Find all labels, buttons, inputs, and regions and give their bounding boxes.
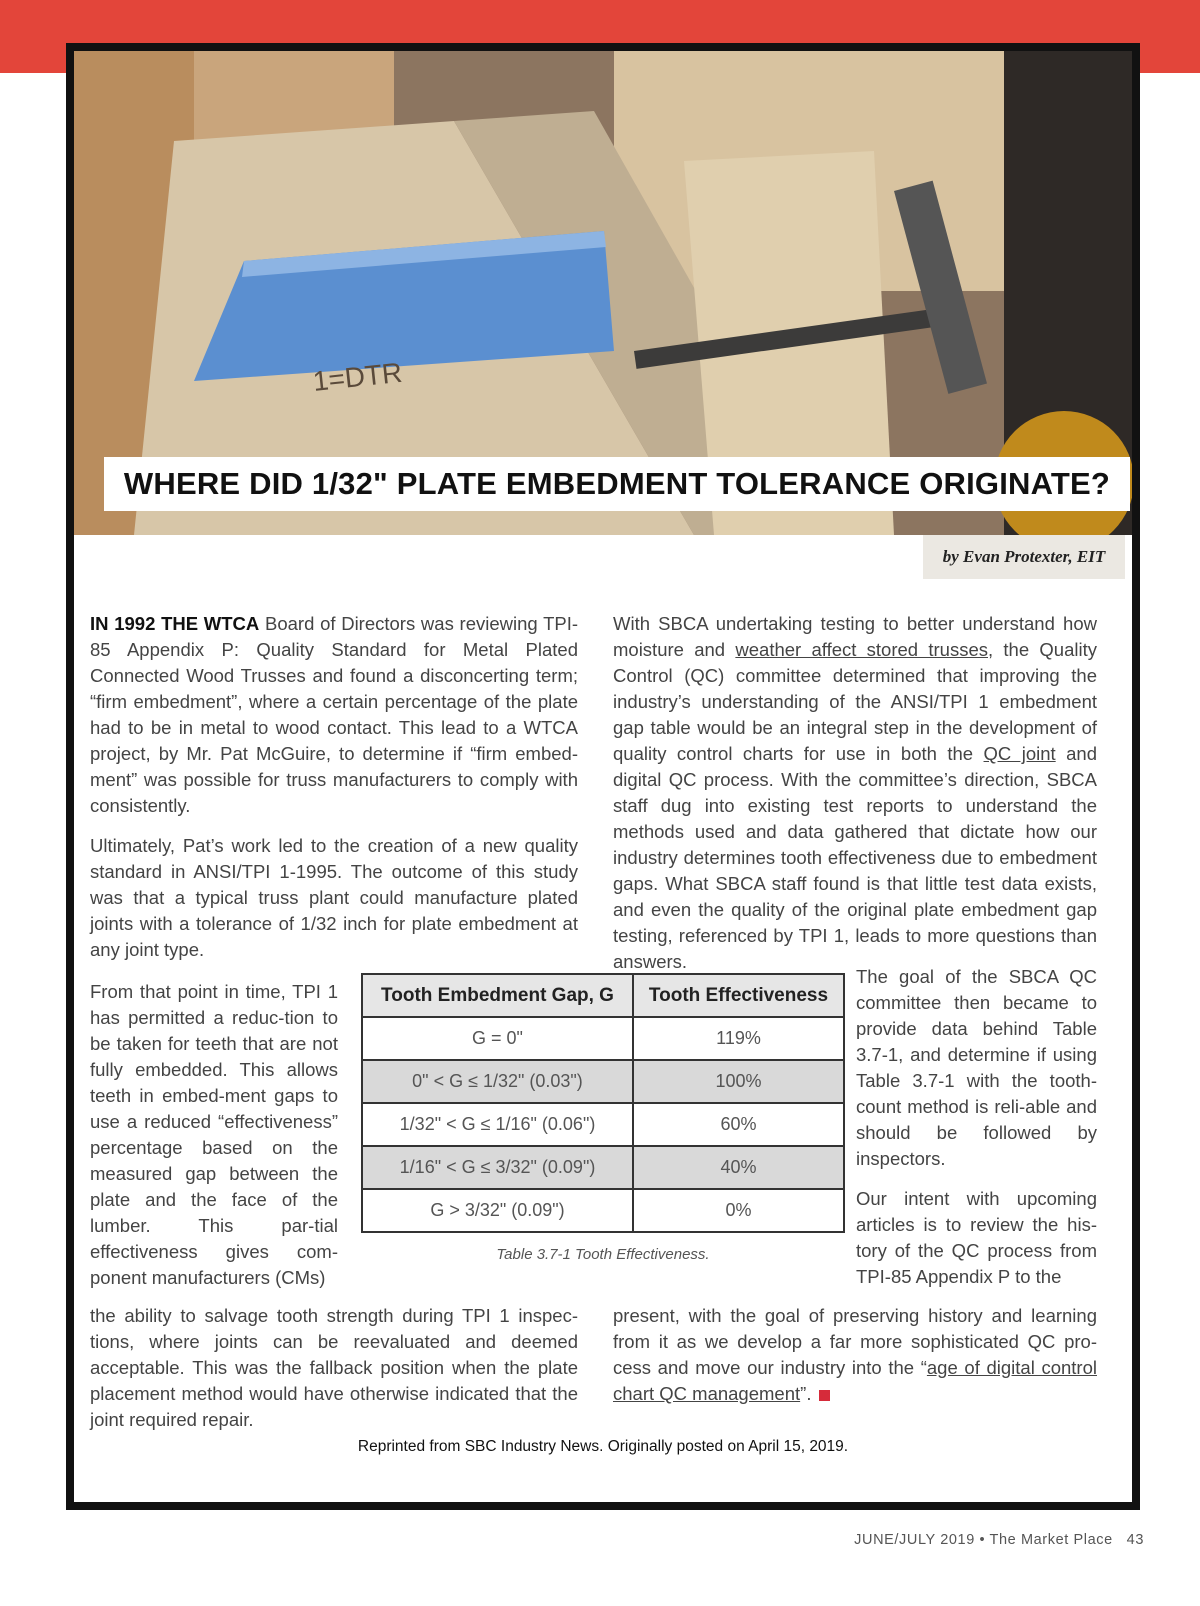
- right-paragraph-1: With SBCA undertaking testing to better understand how moisture and weather affect stored trusses, the Quality Control (QC) committee determined that improving the industry’s understanding of the ANSI/TPI 1 embedment gap table would be an integral step in the development of quality control charts for use in both the QC joint and digital QC process. With the committee’s direction, SBCA staff dug into existing test reports to understand the methods used and data gathered that dictate how our industry determines tooth effectiveness due to embedment gaps. What SBCA staff found is that little test data exists, and even the quality of the original plate embedment gap testing, referenced by TPI 1, leads to more questions than answers.: [613, 613, 1097, 972]
- reprint-note: Reprinted from SBC Industry News. Originally posted on April 15, 2019.: [357, 1438, 849, 1455]
- lead-in: IN 1992 THE WTCA: [90, 613, 260, 634]
- table-cell-gap: G = 0": [362, 1017, 633, 1060]
- table-header-row: [362, 974, 844, 1017]
- weather-trusses-link[interactable]: weather affect stored trusses: [735, 639, 988, 660]
- table-cell-gap: 0" < G ≤ 1/32" (0.03"): [362, 1060, 633, 1103]
- table-row: [362, 1189, 844, 1232]
- table-cell-effectiveness: 119%: [633, 1017, 844, 1060]
- headline: WHERE DID 1/32" PLATE EMBEDMENT TOLERANCE ORIGINATE?: [123, 466, 1111, 501]
- tooth-effectiveness-table: [361, 973, 845, 1233]
- publication-name: The Market Place: [989, 1532, 1113, 1548]
- page-number: 43: [1126, 1532, 1144, 1548]
- table-cell-effectiveness: 0%: [633, 1189, 844, 1232]
- digital-control-chart-link[interactable]: age of digital control chart QC management: [613, 1357, 1097, 1404]
- table-row: [362, 1017, 844, 1060]
- qc-joint-link[interactable]: QC joint: [983, 743, 1056, 764]
- left-paragraph-3-continued: the ability to salvage tooth strength during TPI 1 inspec-tions, where joints can be reevaluated and deemed acceptable. This was the fallback position when the plate placement method would have otherwise indicated that the joint required repair.: [90, 1305, 578, 1430]
- table-cell-effectiveness: 100%: [633, 1060, 844, 1103]
- table-row: [362, 1103, 844, 1146]
- article-frame: [66, 43, 1140, 1510]
- table-cell-effectiveness: 40%: [633, 1146, 844, 1189]
- table-cell-gap: G > 3/32" (0.09"): [362, 1189, 633, 1232]
- issue-date: JUNE/JULY 2019: [854, 1532, 975, 1548]
- right-paragraph-3-continued: present, with the goal of preserving history and learning from it as we develop a far more sophisticated QC pro-cess and move our industry into the “age of digital control chart QC management”.: [613, 1305, 1097, 1404]
- lumber-stamp: 1=DTR: [311, 356, 404, 397]
- page-footer: JUNE/JULY 2019 • The Market Place 43: [854, 1532, 1144, 1548]
- left-paragraph-2: Ultimately, Pat’s work led to the creation of a new quality standard in ANSI/TPI 1-1995. The outcome of this study was that a typical truss plant could manufacture plated joints with a tolerance of 1/32 inch for plate embedment at any joint type.: [90, 835, 578, 960]
- left-paragraph-1: IN 1992 THE WTCA Board of Directors was reviewing TPI-85 Appendix P: Quality Standard for Metal Plated Connected Wood Trusses and found a disconcerting term; “firm embedment”, where a certain percentage of the plate had to be in metal to wood contact. This lead to a WTCA project, by Mr. Pat McGuire, to determine if “firm embed-ment” was possible for truss manufacturers to comply with consistently.: [90, 613, 579, 816]
- table-caption: Table 3.7-1 Tooth Effectiveness.: [496, 1246, 710, 1263]
- end-of-article-square-icon: [819, 1390, 830, 1401]
- right-wrap-column: [856, 964, 1097, 1290]
- table-cell-effectiveness: 60%: [633, 1103, 844, 1146]
- byline: by Evan Protexter, EIT: [923, 535, 1125, 579]
- table-header-gap: Tooth Embedment Gap, G: [362, 974, 633, 1017]
- table-header-effectiveness: Tooth Effectiveness: [633, 974, 844, 1017]
- table-cell-gap: 1/16" < G ≤ 3/32" (0.09"): [362, 1146, 633, 1189]
- table-row: [362, 1060, 844, 1103]
- left-column: [90, 611, 578, 963]
- headline-box: [104, 457, 1130, 511]
- header-photo: [74, 51, 1132, 535]
- table-row: [362, 1146, 844, 1189]
- right-paragraph-3-wrap: Our intent with upcoming articles is to review the his-tory of the QC process from TPI-85 Appendix P to the: [856, 1188, 1097, 1287]
- left-wrap-paragraph: From that point in time, TPI 1 has permitted a reduc-tion to be taken for teeth that are not fully embedded. This allows teeth in embed-ment gaps to use a reduced “effectiveness” percentage based on the measured gap between the plate and the face of the lumber. This par-tial effectiveness gives com-ponent manufacturers (CMs): [90, 981, 338, 1288]
- right-paragraph-2: The goal of the SBCA QC committee then became to provide data behind Table 3.7-1, and determine if using Table 3.7-1 with the tooth-count method is reli-able and should be followed by inspectors.: [856, 966, 1097, 1169]
- table-cell-gap: 1/32" < G ≤ 1/16" (0.06"): [362, 1103, 633, 1146]
